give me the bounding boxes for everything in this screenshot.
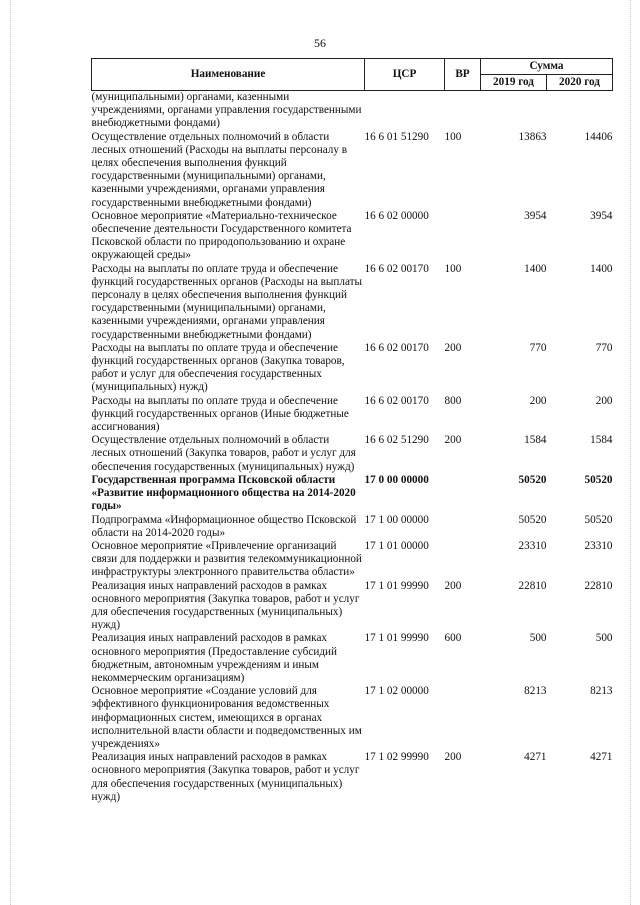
- cell-2020: 23310: [584, 539, 613, 552]
- header-name: Наименование: [92, 59, 365, 91]
- cell-vr: [445, 540, 481, 580]
- cell-vr: [445, 514, 481, 540]
- table-row: [92, 395, 613, 435]
- cell-name: Государственная программа Псковской области «Развитие информационного общества на 2014-2020 годы»: [91, 473, 356, 513]
- table-row: [92, 91, 613, 131]
- cell-2020: 3954: [590, 209, 613, 222]
- cell-2020: 1400: [590, 262, 613, 275]
- cell-csr: 17 0 00 00000: [364, 473, 429, 486]
- cell-2020: 22810: [584, 579, 613, 592]
- cell-2019: 23310: [518, 539, 547, 552]
- cell-csr: 17 1 01 99990: [364, 632, 429, 645]
- table-row: [92, 474, 613, 514]
- page-number: 56: [314, 36, 326, 50]
- cell-name: Осуществление отдельных полномочий в области лесных отношений (Расходы на выплаты персоналу в целях обеспечения выполнения функций государственными (муниципальными) органами, казенными учреждениями, органами управления государственными внебюджетными фондами): [91, 130, 348, 209]
- cell-vr: [445, 474, 481, 514]
- cell-name: Расходы на выплаты по оплате труда и обеспечение функций государственных органов (Иные бюджетные ассигнования): [91, 394, 349, 434]
- cell-csr: 16 6 01 51290: [364, 130, 429, 143]
- cell-vr: [445, 210, 481, 263]
- cell-csr: 16 6 02 00000: [364, 209, 429, 222]
- cell-csr: 17 1 00 00000: [364, 513, 429, 526]
- header-sum: Сумма: [481, 59, 613, 75]
- cell-name: Расходы на выплаты по оплате труда и обеспечение функций государственных органов (Закупка товаров, работ и услуг для обеспечения государственных (муниципальных) нужд): [91, 341, 345, 394]
- cell-csr: [365, 91, 445, 131]
- table-row: [92, 131, 613, 210]
- cell-vr: 600: [444, 632, 462, 645]
- header-vr: ВР: [445, 59, 481, 91]
- cell-name: Основное мероприятие «Создание условий для эффективного функционирования ведомственных информационных систем, имеющихся в органах исполнительной власти области и подведомственных им учреждениях»: [91, 685, 362, 750]
- cell-2020: 770: [595, 341, 613, 354]
- cell-csr: 17 1 01 99990: [364, 579, 429, 592]
- cell-2020: 4271: [590, 751, 613, 764]
- cell-name: Реализация иных направлений расходов в рамках основного мероприятия (Предоставление субсидий бюджетным, автономным учреждениям и иным некоммерческим организациям): [91, 632, 337, 684]
- cell-vr: 200: [444, 341, 462, 354]
- cell-2020: [547, 91, 613, 131]
- cell-2020: 200: [595, 394, 613, 407]
- table-row: [92, 342, 613, 395]
- cell-vr: 200: [444, 579, 462, 592]
- cell-vr: 800: [444, 394, 462, 407]
- cell-2019: 13863: [518, 130, 547, 143]
- table-row: [92, 580, 613, 633]
- cell-2019: 8213: [524, 685, 547, 698]
- cell-2020: 1584: [590, 434, 613, 447]
- header-2019: 2019 год: [481, 75, 547, 91]
- cell-2019: 4271: [524, 751, 547, 764]
- cell-2019: 50520: [518, 473, 547, 486]
- cell-csr: 17 1 01 00000: [364, 539, 429, 552]
- cell-2020: 50520: [584, 473, 613, 486]
- cell-2019: 770: [529, 341, 547, 354]
- cell-name: (муниципальными) органами, казенными учреждениями, органами управления государственными внебюджетными фондами): [91, 91, 362, 130]
- table-row: [92, 751, 613, 804]
- scan-edge-line: [10, 0, 11, 905]
- cell-2019: 1400: [524, 262, 547, 275]
- cell-2020: 50520: [584, 513, 613, 526]
- header-csr: ЦСР: [365, 59, 445, 91]
- cell-csr: 17 1 02 00000: [364, 685, 429, 698]
- cell-csr: 16 6 02 00170: [364, 262, 429, 275]
- cell-2020: 8213: [590, 685, 613, 698]
- cell-2020: 14406: [584, 130, 613, 143]
- cell-vr: 100: [444, 130, 462, 143]
- table-row: [92, 263, 613, 342]
- table-row: [92, 632, 613, 685]
- cell-name: Осуществление отдельных полномочий в области лесных отношений (Закупка товаров, работ и услуг для обеспечения государственных (муниципальных) нужд): [91, 434, 356, 473]
- table-row: [92, 210, 613, 263]
- table-row: [92, 540, 613, 580]
- cell-csr: 16 6 02 00170: [364, 341, 429, 354]
- cell-vr: [445, 91, 481, 131]
- cell-2020: 500: [595, 632, 613, 645]
- cell-2019: 1584: [524, 434, 547, 447]
- cell-csr: 17 1 02 99990: [364, 751, 429, 764]
- cell-name: Реализация иных направлений расходов в рамках основного мероприятия (Закупка товаров, работ и услуг для обеспечения государственных (муниципальных) нужд): [91, 751, 360, 803]
- cell-name: Подпрограмма «Информационное общество Псковской области на 2014-2020 годы»: [91, 513, 357, 539]
- cell-csr: 16 6 02 51290: [364, 434, 429, 447]
- cell-name: Основное мероприятие «Привлечение организаций связи для поддержки и развития телекоммуникационной инфраструктуры электронного правительства области»: [91, 539, 362, 579]
- cell-2019: 22810: [518, 579, 547, 592]
- table-row: [92, 514, 613, 540]
- cell-2019: 200: [529, 394, 547, 407]
- cell-name: Расходы на выплаты по оплате труда и обеспечение функций государственных органов (Расходы на выплаты персоналу в целях обеспечения выполнения функций государственными (муниципальными) органами, казенными учреждениями, органами управления государственными внебюджетными фондами): [91, 262, 363, 341]
- cell-2019: 3954: [524, 209, 547, 222]
- budget-table: [91, 58, 613, 804]
- table-row: [92, 685, 613, 751]
- cell-csr: 16 6 02 00170: [364, 394, 429, 407]
- header-2020: 2020 год: [547, 75, 613, 91]
- cell-2019: 500: [529, 632, 547, 645]
- table-row: [92, 434, 613, 474]
- cell-name: Основное мероприятие «Материально-техническое обеспечение деятельности Государственного комитета Псковской области по природопользованию и охране окружающей среды»: [91, 209, 352, 262]
- cell-vr: 200: [444, 434, 462, 447]
- cell-vr: 200: [444, 751, 462, 764]
- scan-edge-line: [630, 0, 631, 905]
- cell-vr: [445, 685, 481, 751]
- cell-vr: 100: [444, 262, 462, 275]
- cell-2019: [481, 91, 547, 131]
- cell-2019: 50520: [518, 513, 547, 526]
- cell-name: Реализация иных направлений расходов в рамках основного мероприятия (Закупка товаров, работ и услуг для обеспечения государственных (муниципальных) нужд): [91, 579, 360, 632]
